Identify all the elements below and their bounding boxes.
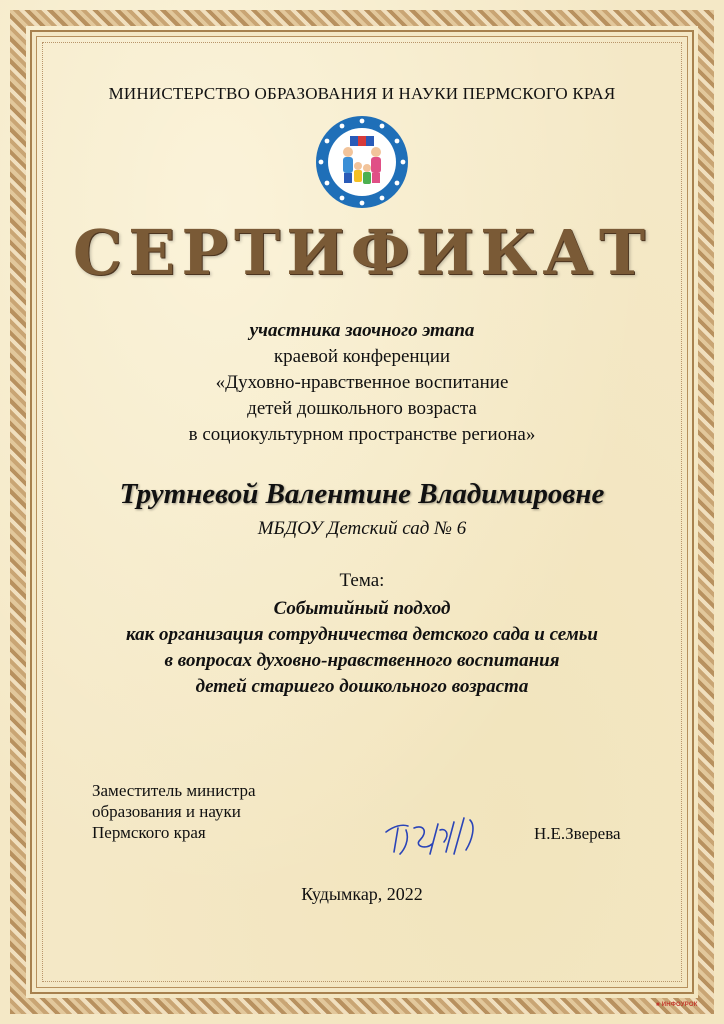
signer-position-line-2: образования и науки: [92, 802, 241, 821]
signer-position-line-1: Заместитель министра: [92, 781, 256, 800]
handwritten-signature: [380, 810, 490, 860]
topic-line-4: детей старшего дошкольного возраста: [195, 676, 529, 697]
topic-line-2: как организация сотрудничества детского сада и семьи: [126, 624, 598, 645]
signer-position-line-3: Пермского края: [92, 823, 206, 842]
intro-line-3: «Духовно-нравственное воспитание: [215, 372, 509, 393]
watermark-logo-icon: ■: [656, 1002, 660, 1008]
intro-line-4: детей дошкольного возраста: [247, 398, 477, 419]
certificate-title: СЕРТИФИКАТ: [72, 216, 652, 289]
ministry-header: МИНИСТЕРСТВО ОБРАЗОВАНИЯ И НАУКИ ПЕРМСКОГО КРАЯ: [108, 84, 616, 103]
recipient-name: Трутневой Валентине Владимировне: [119, 478, 605, 510]
signer-name: Н.Е.Зверева: [534, 824, 621, 843]
signer-position: [92, 780, 256, 843]
site-watermark: ■ ИНФОУРОК: [656, 1002, 698, 1008]
intro-line-1: участника заочного этапа: [249, 320, 475, 341]
city-year: Кудымкар, 2022: [301, 884, 423, 904]
topic-label: Тема:: [339, 570, 385, 591]
intro-line-5: в социокультурном пространстве региона»: [188, 424, 536, 445]
topic-line-3: в вопросах духовно-нравственного воспитания: [164, 650, 560, 671]
recipient-organization: МБДОУ Детский сад № 6: [257, 518, 467, 539]
topic-line-1: Событийный подход: [273, 598, 451, 619]
intro-line-2: краевой конференции: [273, 346, 451, 367]
conference-logo: [314, 114, 410, 210]
